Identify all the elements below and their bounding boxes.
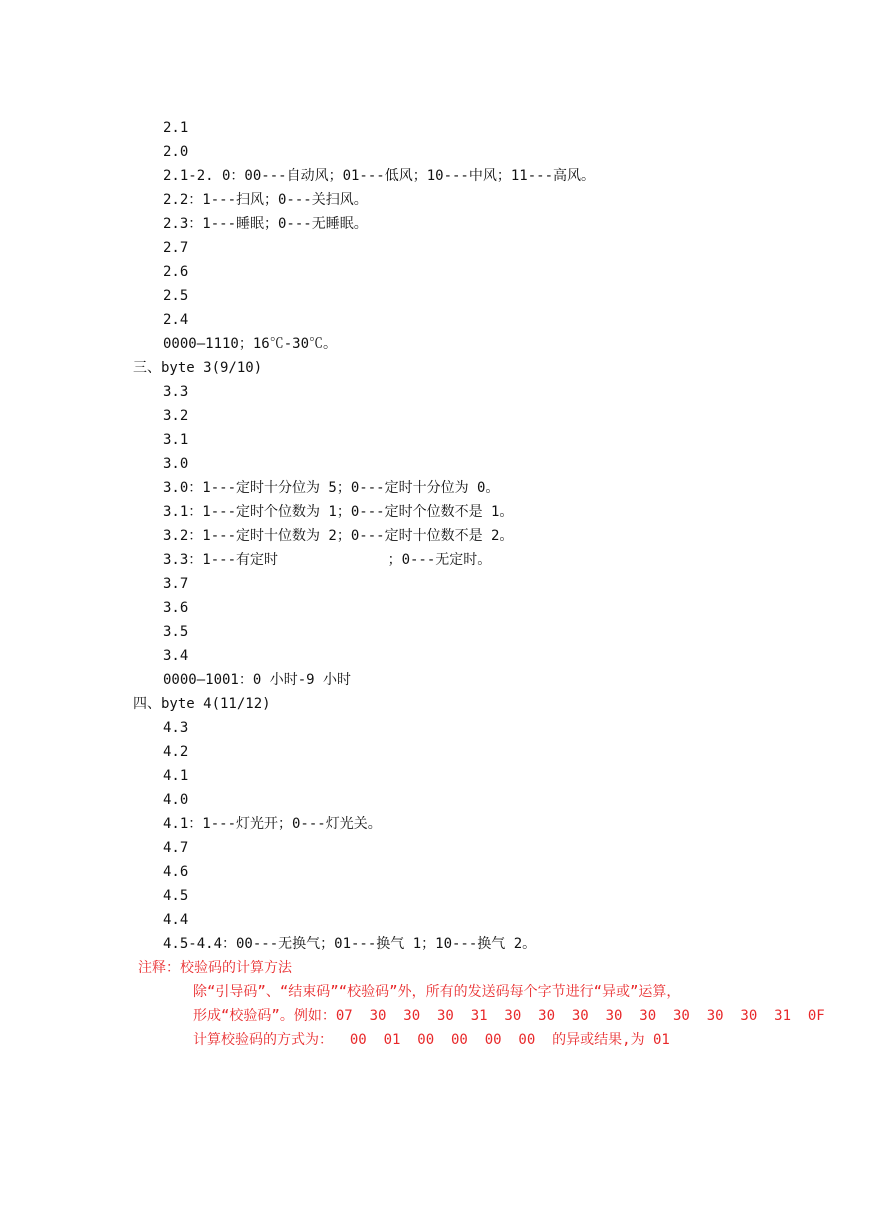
byte4-bit-label: 4.4 [163,912,189,928]
byte2-bit-label: 2.0 [163,144,189,160]
byte2-temperature-range: 0000—1110；16℃-30℃。 [163,336,338,352]
byte4-light-desc: 4.1：1---灯光开；0---灯光关。 [163,816,382,832]
byte3-bit-label: 3.3 [163,384,189,400]
byte2-sleep-desc: 2.3：1---睡眠；0---无睡眠。 [163,216,368,232]
note-line-2: 形成“校验码”。例如：07 30 30 30 31 30 30 30 30 30 30 30 30 31 0F [193,1008,825,1024]
note-title: 注释：校验码的计算方法 [138,960,292,976]
byte4-bit-label: 4.1 [163,768,189,784]
byte4-bit-label: 4.6 [163,864,189,880]
byte2-bit-label: 2.5 [163,288,189,304]
byte3-timer-enable-desc: 3.3：1---有定时 ；0---无定时。 [163,552,492,568]
note-line-1: 除“引导码”、“结束码”“校验码”外，所有的发送码每个字节进行“异或”运算， [193,984,681,1000]
section4-heading: 四、byte 4(11/12) [133,696,271,712]
byte3-timer-ones-desc: 3.1：1---定时个位数为 1；0---定时个位数不是 1。 [163,504,514,520]
byte3-bit-label: 3.4 [163,648,189,664]
byte4-bit-label: 4.2 [163,744,189,760]
note-line-3: 计算校验码的方式为： 00 01 00 00 00 00 的异或结果,为 01 [193,1032,670,1048]
byte2-bit-label: 2.1 [163,120,189,136]
byte4-bit-label: 4.7 [163,840,189,856]
byte3-hours-range: 0000—1001：0 小时-9 小时 [163,672,352,688]
byte3-bit-label: 3.6 [163,600,189,616]
byte2-fan-speed-desc: 2.1-2. 0：00---自动风；01---低风；10---中风；11---高风。 [163,168,596,184]
byte4-bit-label: 4.5 [163,888,189,904]
byte3-timer-tens-desc: 3.2：1---定时十位数为 2；0---定时十位数不是 2。 [163,528,514,544]
byte2-bit-label: 2.4 [163,312,189,328]
byte2-bit-label: 2.6 [163,264,189,280]
byte3-bit-label: 3.7 [163,576,189,592]
byte2-bit-label: 2.7 [163,240,189,256]
byte4-bit-label: 4.3 [163,720,189,736]
section3-heading: 三、byte 3(9/10) [133,360,263,376]
byte3-bit-label: 3.5 [163,624,189,640]
byte3-timer-tenths-desc: 3.0：1---定时十分位为 5；0---定时十分位为 0。 [163,480,500,496]
byte2-swing-desc: 2.2：1---扫风；0---关扫风。 [163,192,368,208]
byte3-bit-label: 3.1 [163,432,189,448]
byte4-ventilation-desc: 4.5-4.4：00---无换气；01---换气 1；10---换气 2。 [163,936,537,952]
byte3-bit-label: 3.2 [163,408,189,424]
byte4-bit-label: 4.0 [163,792,189,808]
byte3-bit-label: 3.0 [163,456,189,472]
